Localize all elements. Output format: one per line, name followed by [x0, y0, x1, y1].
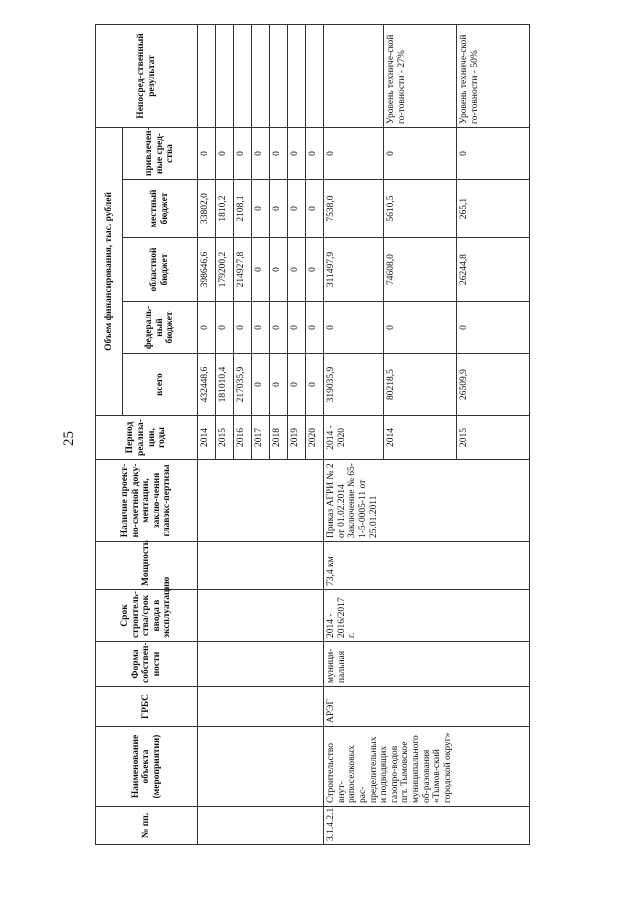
cell-result — [216, 24, 234, 127]
header-attracted: привлечен-ные сред-ства — [123, 127, 198, 179]
cell-result — [270, 24, 288, 127]
cell-regional: 0 — [270, 238, 288, 302]
cell-federal: 0 — [234, 302, 252, 354]
cell-attracted: 0 — [216, 127, 234, 179]
cell-local: 265,1 — [457, 180, 530, 238]
header-term: Срок строитель-ства/срок ввода в эксплуатацию — [96, 590, 198, 642]
cell-attracted: 0 — [288, 127, 306, 179]
blank-capacity — [198, 542, 324, 590]
cell-year: 2015 — [216, 416, 234, 460]
cell-total: 0 — [252, 354, 270, 416]
cell-federal: 0 — [457, 302, 530, 354]
cell-result — [288, 24, 306, 127]
cell-regional: 0 — [306, 238, 324, 302]
blank-doc — [198, 460, 324, 542]
cell-local: 1810,2 — [216, 180, 234, 238]
item-capacity: 73,4 км — [324, 542, 530, 590]
header-period: Период реализа-ции, годы — [96, 416, 198, 460]
header-num: № пп. — [96, 807, 198, 845]
cell-federal: 0 — [288, 302, 306, 354]
cell-regional: 179200,2 — [216, 238, 234, 302]
cell-result — [324, 24, 384, 127]
header-result: Непосред-ственный результат — [96, 24, 198, 127]
cell-total: 0 — [288, 354, 306, 416]
item-num: 3.1.4.2.1. — [324, 807, 530, 845]
cell-total: 217035,9 — [234, 354, 252, 416]
item-grbs: АРЭГ — [324, 687, 530, 727]
cell-local: 2108,1 — [234, 180, 252, 238]
cell-attracted: 0 — [384, 127, 457, 179]
cell-regional: 311497,9 — [324, 238, 384, 302]
table-row — [198, 24, 216, 844]
cell-regional: 398646,6 — [198, 238, 216, 302]
header-name: Наименование объекта (мероприятия) — [96, 727, 198, 807]
cell-attracted: 0 — [198, 127, 216, 179]
cell-total: 80218,5 — [384, 354, 457, 416]
header-federal: федераль-ный бюджет — [123, 302, 198, 354]
cell-year: 2014 — [198, 416, 216, 460]
cell-local: 0 — [306, 180, 324, 238]
cell-year: 2020 — [306, 416, 324, 460]
cell-result — [234, 24, 252, 127]
cell-year: 2014 — [384, 416, 457, 460]
cell-attracted: 0 — [306, 127, 324, 179]
item-name: Строительство внут-рипоселковых рас-пределительных и подводящих газопро-водов пгт. Тымовское муниципального об-разования «Тымов-ский городской округ» — [324, 727, 530, 807]
header-grbs: ГРБС — [96, 687, 198, 727]
cell-local: 33802,0 — [198, 180, 216, 238]
cell-total: 181010,4 — [216, 354, 234, 416]
cell-total: 0 — [270, 354, 288, 416]
cell-total: 432448,6 — [198, 354, 216, 416]
header-ownership: Форма собствен-ности — [96, 642, 198, 687]
blank-ownership — [198, 642, 324, 687]
cell-federal: 0 — [198, 302, 216, 354]
cell-total: 26509,9 — [457, 354, 530, 416]
cell-result — [252, 24, 270, 127]
cell-year: 2018 — [270, 416, 288, 460]
rotated-table-wrapper — [95, 25, 530, 845]
header-funding: Объем финансирования, тыс. рублей — [96, 127, 123, 415]
cell-federal: 0 — [216, 302, 234, 354]
cell-regional: 26244,8 — [457, 238, 530, 302]
cell-federal: 0 — [324, 302, 384, 354]
cell-attracted: 0 — [252, 127, 270, 179]
blank-num — [198, 807, 324, 845]
cell-year: 2019 — [288, 416, 306, 460]
page-number: 25 — [61, 431, 77, 446]
item-ownership: муници-пальная — [324, 642, 530, 687]
cell-year: 2016 — [234, 416, 252, 460]
blank-name — [198, 727, 324, 807]
item-term: 2014 - 2016/2017 г. — [324, 590, 530, 642]
cell-result — [306, 24, 324, 127]
header-total: всего — [123, 354, 198, 416]
cell-local: 0 — [288, 180, 306, 238]
cell-local: 0 — [270, 180, 288, 238]
cell-federal: 0 — [270, 302, 288, 354]
cell-total: 0 — [306, 354, 324, 416]
cell-local: 0 — [252, 180, 270, 238]
header-local: местный бюджет — [123, 180, 198, 238]
cell-year: 2015 — [457, 416, 530, 460]
cell-result: Уровень техниче-ской го-товности - 27% — [384, 24, 457, 127]
blank-grbs — [198, 687, 324, 727]
cell-local: 5610,5 — [384, 180, 457, 238]
cell-attracted: 0 — [270, 127, 288, 179]
table-row — [324, 24, 384, 844]
cell-regional: 214927,8 — [234, 238, 252, 302]
header-regional: областной бюджет — [123, 238, 198, 302]
cell-regional: 74608,0 — [384, 238, 457, 302]
item-doc: Приказ АГРИ № 2 от 01.02.2014 Заключение № 65-1-5-0005-11 от 25.01.2011 — [324, 460, 530, 542]
header-capacity: Мощность — [96, 542, 198, 590]
cell-regional: 0 — [252, 238, 270, 302]
cell-federal: 0 — [306, 302, 324, 354]
cell-federal: 0 — [384, 302, 457, 354]
cell-attracted: 0 — [457, 127, 530, 179]
cell-year: 2017 — [252, 416, 270, 460]
cell-result — [198, 24, 216, 127]
cell-result: Уровень техниче-ской го-товности - 50% — [457, 24, 530, 127]
cell-local: 7538,0 — [324, 180, 384, 238]
cell-year: 2014 - 2020 — [324, 416, 384, 460]
cell-federal: 0 — [252, 302, 270, 354]
header-doc: Наличие проект-но-сметной доку-ментации, заклю-чения главэкс-пертизы — [96, 460, 198, 542]
cell-attracted: 0 — [234, 127, 252, 179]
cell-regional: 0 — [288, 238, 306, 302]
funding-table — [95, 24, 530, 845]
blank-term — [198, 590, 324, 642]
cell-total: 319035,9 — [324, 354, 384, 416]
cell-attracted: 0 — [324, 127, 384, 179]
